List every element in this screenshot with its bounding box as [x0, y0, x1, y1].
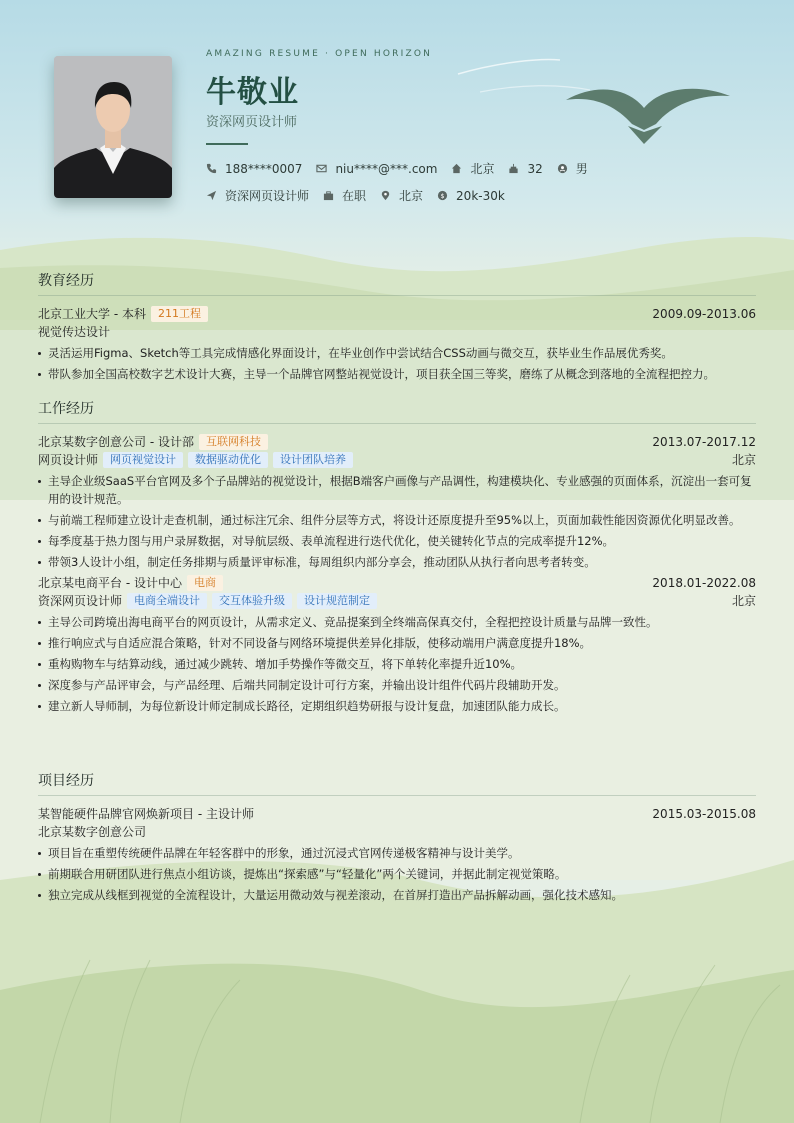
list-item: 灵活运用Figma、Sketch等工具完成情感化界面设计，在毕业创作中尝试结合CSS动画与微交互，获毕业生作品展优秀奖。 [38, 344, 756, 362]
section-title: 教育经历 [38, 272, 756, 296]
skill-tag: 电商全端设计 [127, 593, 207, 609]
bird-icon [564, 80, 732, 146]
email-item [316, 162, 437, 176]
cake-icon [508, 163, 519, 174]
profile-photo [54, 56, 172, 198]
gender-item [557, 160, 588, 177]
work-section [38, 400, 756, 718]
project-bullets [38, 844, 756, 904]
list-item: 重构购物车与结算动线，通过减少跳转、增加手势操作等微交互，将下单转化率提升近10%。 [38, 655, 756, 673]
list-item: 建立新人导师制，为每位新设计师定制成长路径，定期组织趋势研报与设计复盘，加速团队能力成长。 [38, 697, 756, 715]
home-icon [451, 163, 462, 174]
role-line [38, 592, 756, 610]
list-item: 与前端工程师建立设计走查机制，通过标注冗余、组件分层等方式，将设计还原度提升至95%以上，页面加载性能因资源优化明显改善。 [38, 511, 756, 529]
age-item [508, 162, 542, 176]
education-bullets [38, 344, 756, 383]
projects-section [38, 772, 756, 907]
school-name: 北京工业大学 - 本科 [38, 307, 146, 321]
hometown-item [451, 160, 494, 177]
intent-position-item [206, 187, 309, 204]
section-title: 工作经历 [38, 400, 756, 424]
contact-info-row [206, 160, 602, 177]
project-date: 2015.03-2015.08 [652, 807, 756, 821]
major-line [38, 323, 756, 341]
location-pin-icon [380, 190, 391, 201]
list-item: 推行响应式与自适应混合策略，针对不同设备与网络环境提供差异化排版，使移动端用户满意度提升18%。 [38, 634, 756, 652]
list-item: 项目旨在重塑传统硬件品牌在年轻客群中的形象，通过沉浸式官网传递极客精神与设计美学。 [38, 844, 756, 862]
job-intent-row [206, 187, 519, 204]
hometown-text: 北京 [470, 162, 495, 176]
section-title: 项目经历 [38, 772, 756, 796]
industry-tag: 互联网科技 [199, 434, 268, 450]
work-entry-header [38, 574, 756, 592]
status-item [323, 187, 366, 204]
skill-tag: 交互体验升级 [212, 593, 292, 609]
education-section [38, 272, 756, 386]
svg-text:$: $ [440, 191, 445, 200]
gender-icon [557, 163, 568, 174]
list-item: 深度参与产品评审会，与产品经理、后端共同制定设计可行方案，并输出设计组件代码片段辅助开发。 [38, 676, 756, 694]
skill-tag: 网页视觉设计 [103, 452, 183, 468]
intent-position-text: 资深网页设计师 [225, 189, 310, 203]
list-item: 主导公司跨境出海电商平台的网页设计，从需求定义、竞品提案到全终端高保真交付，全程把控设计质量与品牌一致性。 [38, 613, 756, 631]
company-name: 北京某数字创意公司 - 设计部 [38, 435, 194, 449]
work-date: 2018.01-2022.08 [652, 576, 756, 590]
education-date: 2009.09-2013.06 [652, 307, 756, 321]
salary-icon [437, 190, 448, 201]
avatar [54, 56, 172, 198]
company-name: 北京某电商平台 - 设计中心 [38, 576, 182, 590]
briefcase-icon [323, 190, 334, 201]
mail-icon [316, 163, 327, 174]
gender-text: 男 [575, 162, 588, 176]
intent-city-item [380, 187, 423, 204]
education-entry-header [38, 305, 756, 323]
phone-text: 188****0007 [225, 161, 303, 176]
skill-tag: 设计规范制定 [297, 593, 377, 609]
age-text: 32 [527, 161, 543, 176]
intent-city-text: 北京 [399, 189, 424, 203]
status-text: 在职 [342, 189, 367, 203]
school-tag: 211工程 [151, 306, 208, 322]
project-org: 北京某数字创意公司 [38, 825, 147, 839]
role: 网页设计师 [38, 453, 99, 467]
job-title: 资深网页设计师 [206, 115, 298, 130]
list-item: 独立完成从线框到视觉的全流程设计，大量运用微动效与视差滚动，在首屏打造出产品拆解动画，强化技术感知。 [38, 886, 756, 904]
skill-tag: 数据驱动优化 [188, 452, 268, 468]
industry-tag: 电商 [187, 575, 223, 591]
salary-text: 20k-30k [456, 188, 505, 203]
list-item: 主导企业级SaaS平台官网及多个子品牌站的视觉设计，根据B端客户画像与产品调性，构建模块化、专业感强的页面体系，沉淀出一套可复用的设计规范。 [38, 472, 756, 508]
title-divider [206, 143, 248, 145]
salary-item [437, 189, 505, 203]
work-date: 2013.07-2017.12 [652, 435, 756, 449]
phone-icon [206, 163, 217, 174]
list-item: 前期联合用研团队进行焦点小组访谈，提炼出“探索感”与“轻量化”两个关键词，并据此制定视觉策略。 [38, 865, 756, 883]
role-line [38, 451, 756, 469]
list-item: 带队参加全国高校数字艺术设计大赛，主导一个品牌官网整站视觉设计，项目获全国三等奖，磨练了从概念到落地的全流程把控力。 [38, 365, 756, 383]
work-bullets [38, 472, 756, 571]
work-city: 北京 [731, 594, 756, 608]
work-city: 北京 [731, 453, 756, 467]
candidate-name: 牛敬业 [206, 75, 299, 110]
work-entry-header [38, 433, 756, 451]
phone-item [206, 162, 302, 176]
send-icon [206, 190, 217, 201]
email-text: niu****@***.com [335, 161, 438, 176]
major: 视觉传达设计 [38, 325, 111, 339]
skill-tag: 设计团队培养 [273, 452, 353, 468]
role: 资深网页设计师 [38, 594, 123, 608]
project-org-line [38, 823, 756, 841]
list-item: 带领3人设计小组，制定任务排期与质量评审标准，每周组织内部分享会，推动团队从执行者向思考者转变。 [38, 553, 756, 571]
project-entry-header [38, 805, 756, 823]
work-bullets [38, 613, 756, 715]
list-item: 每季度基于热力图与用户录屏数据，对导航层级、表单流程进行迭代优化，使关键转化节点的完成率提升12%。 [38, 532, 756, 550]
project-name: 某智能硬件品牌官网焕新项目 - 主设计师 [38, 807, 254, 821]
resume-tagline: AMAZING RESUME · OPEN HORIZON [206, 49, 433, 59]
